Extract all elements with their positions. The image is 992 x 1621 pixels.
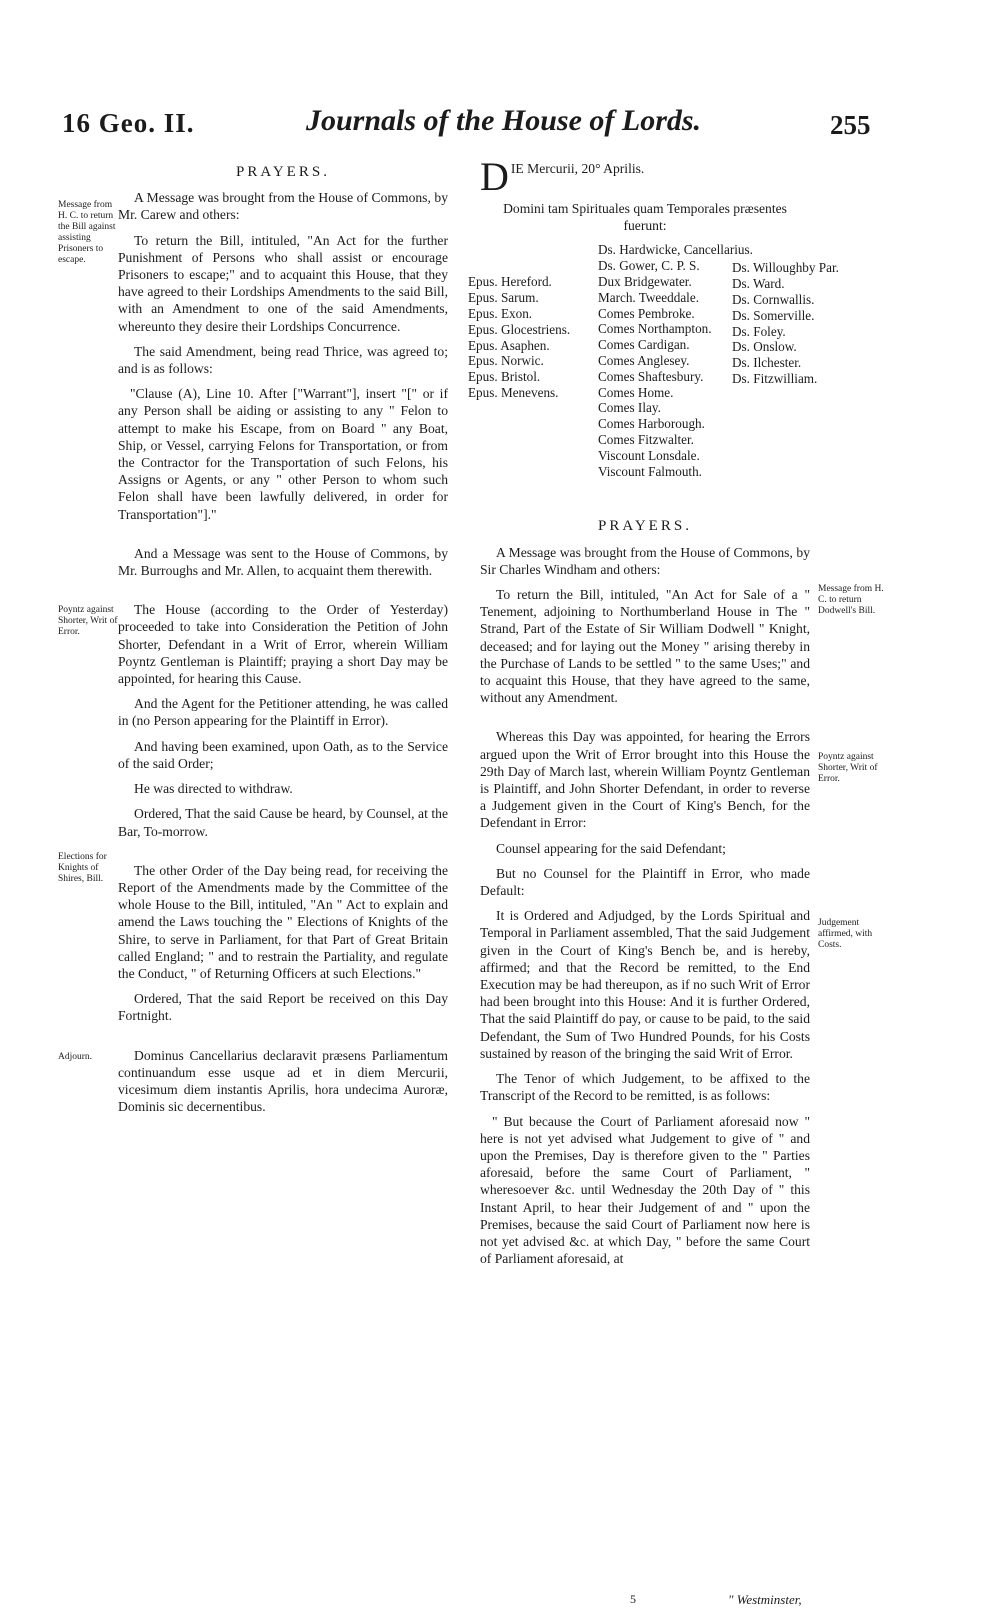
paragraph: To return the Bill, intituled, "An Act for the further Punishment of Persons who shall assist or encourage Prisoners to escape;" and to acquaint this House, that they have agreed to their Lordships Amendments to the said Bill, with an Amendment to one of the said Amendments, whereunto they desire their Lordships Concurrence.: [118, 232, 448, 334]
quoted-amendment: "Clause (A), Line 10. After ["Warrant"], insert "[" or if any Person shall be aiding or assisting to any " Felon to attempt to make his Escape, from on Board " any Boat, Ship, or Vessel, carrying Felons for Transportation, or from the Contractor for the Transportation of such Felons, his Assigns or Agents, or any " other Person to whom such Felon shall have been lawfully delivered, in order for Transportation"].": [118, 386, 448, 522]
quoted-tenor: " But because the Court of Parliament aforesaid now " here is not yet advised what Judgement to give of " and upon the Premises, Day is therefore given to the " Parties aforesaid, before the same Court of Parliament, " wheresoever &c. until Wednesday the 20th Day of " this Instant April, to hear their Judgement of and " upon the Premises, because the said Court of Parliament now here is not yet advised &c. at which Day, " before the same Court of Parliament aforesaid, at: [480, 1113, 810, 1267]
section-title-prayers: PRAYERS.: [236, 164, 330, 180]
margin-note-poyntz-right: Poyntz against Shorter, Writ of Error.: [818, 752, 878, 784]
lord-entry: Comes Northampton.: [598, 321, 712, 337]
lord-entry: Epus. Norwic.: [468, 353, 544, 369]
paragraph: The House (according to the Order of Yesterday) proceeded to take into Consideration the Petition of John Shorter, Defendant in a Writ of Error, wherein William Poyntz Gentleman is Plaintiff; praying a short Day may be appointed, for hearing this Cause.: [118, 602, 448, 687]
paragraph: It is Ordered and Adjudged, by the Lords Spiritual and Temporal in Parliament assembled, That the said Judgement given in the Court of King's Bench be, and is hereby, affirmed; and that the Record be remitted, to the End Execution may be had thereupon, as if no such Writ of Error had been brought into this House: And it is further Ordered, That the said Plaintiff do pay, or cause to be paid, to the said Defendant, the Sum of Two Hundred Pounds, for his Costs sustained by reason of the bringing the said Writ of Error.: [480, 908, 810, 1061]
paragraph: A Message was brought from the House of Commons, by Mr. Carew and others:: [118, 190, 448, 223]
lord-entry: Comes Cardigan.: [598, 337, 690, 353]
paragraph: To return the Bill, intituled, "An Act for Sale of a " Tenement, adjoining to Northumberland House in The " Strand, Part of the Estate of Sir William Dodwell " Knight, deceased; and for laying out the Money " arising thereby in the Purchase of Lands to be settled " to the same Uses;" and to acquaint this House, that they have agreed to the same, without any Amendment.: [480, 587, 810, 706]
margin-note-poyntz: Poyntz against Shorter, Writ of Error.: [58, 605, 118, 637]
lord-entry: Ds. Ward.: [732, 276, 785, 292]
lord-entry: Ds. Willoughby Par.: [732, 260, 839, 276]
lord-entry: Epus. Exon.: [468, 306, 533, 321]
lord-entry: March. Tweeddale.: [598, 289, 699, 305]
paragraph: And a Message was sent to the House of Commons, by Mr. Burroughs and Mr. Allen, to acquaint them therewith.: [118, 545, 448, 579]
paragraph: Counsel appearing for the said Defendant;: [496, 840, 726, 856]
paragraph: But no Counsel for the Plaintiff in Error, who made Default:: [480, 865, 810, 899]
lord-entry: Comes Anglesey.: [598, 352, 690, 368]
lord-entry: Ds. Cornwallis.: [732, 292, 815, 307]
running-title: Journals of the House of Lords.: [306, 104, 702, 137]
lord-entry: Comes Shaftesbury.: [598, 368, 704, 384]
margin-note-elections: Elections for Knights of Shires, Bill.: [58, 852, 107, 884]
margin-note-judgement: Judgement affirmed, with Costs.: [818, 918, 873, 950]
page-number: 255: [830, 110, 871, 140]
lord-entry: Epus. Menevens.: [468, 384, 559, 400]
paragraph: And having been examined, upon Oath, as to the Service of the said Order;: [118, 738, 448, 771]
lord-entry: Ds. Foley.: [732, 323, 786, 339]
paragraph: The other Order of the Day being read, for receiving the Report of the Amendments made by the Committee of the whole House to the Bill, intituled, "An " Act to explain and amend the Laws touching the " Elections of Knights of the Shire, to serve in Parliament, for that Part of Great Britain called England; " and to restrain the Partiality, and regulate the Conduct, " of Returning Officers at such Elections.": [118, 862, 448, 981]
peers-column: [598, 242, 753, 479]
lord-entry: Viscount Falmouth.: [598, 463, 702, 479]
bishops-column: [468, 274, 596, 400]
lord-entry: Comes Fitzwalter.: [598, 431, 694, 447]
lord-entry: Epus. Glocestriens.: [468, 321, 571, 337]
lord-entry: Ds. Gower, C. P. S.: [598, 258, 700, 274]
lord-entry: Comes Harborough.: [598, 416, 705, 432]
margin-note-dodwell: Message from H. C. to return Dodwell's Bill.: [818, 584, 884, 616]
lord-entry: Comes Home.: [598, 384, 674, 400]
left-column: [118, 164, 448, 1123]
present-heading: Domini tam Spirituales quam Temporales præsentes fuerunt:: [503, 201, 787, 234]
lord-entry: Ds. Ilchester.: [732, 355, 802, 371]
paragraph: The said Amendment, being read Thrice, was agreed to; and is as follows:: [118, 343, 448, 377]
section-title-prayers-right: PRAYERS.: [598, 518, 692, 535]
catchword: " Westminster,: [728, 1592, 802, 1607]
lord-entry: Ds. Onslow.: [732, 339, 797, 355]
sitting-date: D IE Mercurii, 20° Aprilis.: [480, 154, 645, 199]
barons-column: [732, 260, 858, 386]
lord-entry: Dux Bridgewater.: [598, 274, 692, 289]
paragraph: Ordered, That the said Report be received on this Day Fortnight.: [118, 991, 448, 1024]
paragraph-adjourn: Dominus Cancellarius declaravit præsens Parliamentum continuandum esse usque ad et in diem Mercurii, vicesimum diem instantis Aprilis, hora undecima Auroræ, Dominis sic decernentibus.: [118, 1047, 448, 1115]
lord-entry: Epus. Sarum.: [468, 290, 539, 306]
margin-note-adjourn: Adjourn.: [58, 1052, 93, 1062]
lord-entry: Epus. Hereford.: [468, 274, 552, 290]
lord-entry: Ds. Somerville.: [732, 307, 815, 323]
paragraph: He was directed to withdraw.: [134, 781, 293, 797]
lords-present-list: [468, 242, 839, 494]
right-column: [468, 154, 839, 1275]
margin-note-message: Message from H. C. to return the Bill against assisting Prisoners to escape.: [58, 200, 116, 265]
paragraph: A Message was brought from the House of Commons, by Sir Charles Windham and others:: [480, 544, 810, 577]
lord-entry: Comes Ilay.: [598, 400, 661, 416]
signature-mark: 5: [630, 1592, 636, 1606]
regnal-year: 16 Geo. II.: [62, 108, 195, 138]
lord-entry: Ds. Hardwicke, Cancellarius.: [598, 242, 753, 258]
lord-entry: Viscount Lonsdale.: [598, 447, 700, 463]
paragraph: Ordered, That the said Cause be heard, by Counsel, at the Bar, To-morrow.: [118, 806, 448, 839]
lord-entry: Epus. Bristol.: [468, 369, 541, 385]
lord-entry: Comes Pembroke.: [598, 305, 695, 321]
paragraph: And the Agent for the Petitioner attending, he was called in (no Person appearing for the Plaintiff in Error).: [118, 696, 448, 729]
lord-entry: Ds. Fitzwilliam.: [732, 370, 818, 386]
paragraph: Whereas this Day was appointed, for hearing the Errors argued upon the Writ of Error brought into this House the 29th Day of March last, wherein William Poyntz Gentleman is Plaintiff, and John Shorter Defendant, in order to reverse a Judgement given in the Court of King's Bench, for the Defendant in Error:: [480, 729, 810, 831]
lord-entry: Epus. Asaphen.: [468, 337, 550, 353]
drop-cap: D: [480, 154, 509, 199]
paragraph: The Tenor of which Judgement, to be affixed to the Transcript of the Record to be remitted, is as follows:: [480, 1071, 810, 1104]
